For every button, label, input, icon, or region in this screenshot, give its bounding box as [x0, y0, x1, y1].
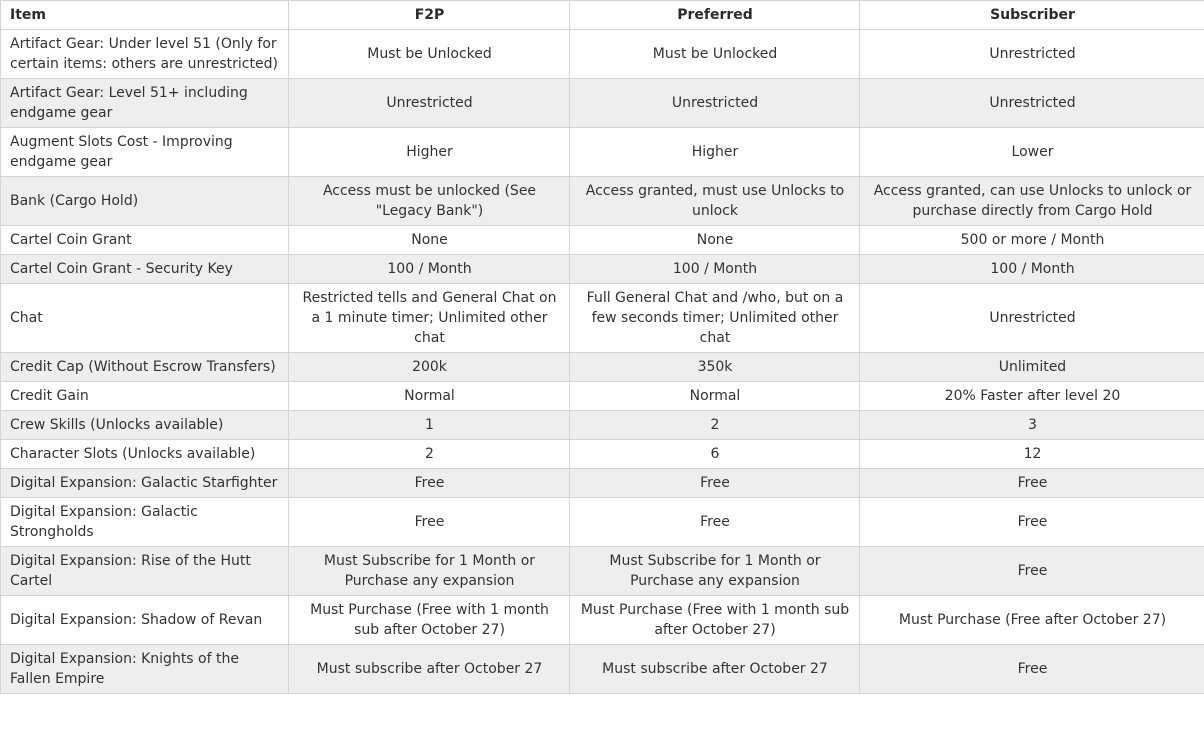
f2p-cell: Must subscribe after October 27 [289, 645, 570, 694]
subscriber-cell: 20% Faster after level 20 [860, 382, 1204, 411]
preferred-cell: 350k [570, 353, 860, 382]
f2p-cell: 1 [289, 411, 570, 440]
item-cell: Character Slots (Unlocks available) [1, 440, 289, 469]
item-cell: Cartel Coin Grant [1, 226, 289, 255]
column-header-preferred: Preferred [570, 1, 860, 30]
preferred-cell: 2 [570, 411, 860, 440]
table-row [1, 128, 1204, 177]
subscriber-cell: 12 [860, 440, 1204, 469]
preferred-cell: Access granted, must use Unlocks to unlock [570, 177, 860, 226]
preferred-cell: None [570, 226, 860, 255]
subscriber-cell: Free [860, 547, 1204, 596]
f2p-cell: Access must be unlocked (See "Legacy Bank") [289, 177, 570, 226]
item-cell: Digital Expansion: Galactic Starfighter [1, 469, 289, 498]
item-cell: Artifact Gear: Level 51+ including endgame gear [1, 79, 289, 128]
table-row [1, 353, 1204, 382]
table-row [1, 440, 1204, 469]
subscriber-cell: Free [860, 645, 1204, 694]
preferred-cell: Normal [570, 382, 860, 411]
column-header-subscriber: Subscriber [860, 1, 1204, 30]
table-row [1, 469, 1204, 498]
table-row [1, 226, 1204, 255]
table-row [1, 547, 1204, 596]
f2p-cell: None [289, 226, 570, 255]
subscriber-cell: 3 [860, 411, 1204, 440]
item-cell: Cartel Coin Grant - Security Key [1, 255, 289, 284]
table-row [1, 255, 1204, 284]
item-cell: Artifact Gear: Under level 51 (Only for certain items: others are unrestricted) [1, 30, 289, 79]
f2p-cell: Free [289, 469, 570, 498]
item-cell: Credit Cap (Without Escrow Transfers) [1, 353, 289, 382]
preferred-cell: Free [570, 498, 860, 547]
table-header-row [1, 1, 1204, 30]
f2p-cell: Must be Unlocked [289, 30, 570, 79]
item-cell: Augment Slots Cost - Improving endgame gear [1, 128, 289, 177]
item-cell: Digital Expansion: Knights of the Fallen Empire [1, 645, 289, 694]
item-cell: Chat [1, 284, 289, 353]
f2p-cell: Restricted tells and General Chat on a 1 minute timer; Unlimited other chat [289, 284, 570, 353]
f2p-cell: 200k [289, 353, 570, 382]
subscriber-cell: Access granted, can use Unlocks to unlock or purchase directly from Cargo Hold [860, 177, 1204, 226]
preferred-cell: Higher [570, 128, 860, 177]
table-row [1, 177, 1204, 226]
subscriber-cell: Free [860, 469, 1204, 498]
preferred-cell: Full General Chat and /who, but on a few seconds timer; Unlimited other chat [570, 284, 860, 353]
subscriber-cell: Unrestricted [860, 284, 1204, 353]
subscriber-cell: Unrestricted [860, 79, 1204, 128]
subscriber-cell: Unrestricted [860, 30, 1204, 79]
preferred-cell: Free [570, 469, 860, 498]
column-header-item: Item [1, 1, 289, 30]
subscriber-cell: Must Purchase (Free after October 27) [860, 596, 1204, 645]
f2p-cell: Normal [289, 382, 570, 411]
subscriber-cell: Lower [860, 128, 1204, 177]
f2p-cell: 2 [289, 440, 570, 469]
table-row [1, 411, 1204, 440]
subscriber-cell: 500 or more / Month [860, 226, 1204, 255]
preferred-cell: Must be Unlocked [570, 30, 860, 79]
item-cell: Credit Gain [1, 382, 289, 411]
table-row [1, 498, 1204, 547]
table-row [1, 382, 1204, 411]
preferred-cell: Must subscribe after October 27 [570, 645, 860, 694]
table-row [1, 79, 1204, 128]
item-cell: Digital Expansion: Rise of the Hutt Cartel [1, 547, 289, 596]
f2p-cell: Higher [289, 128, 570, 177]
table-row [1, 30, 1204, 79]
preferred-cell: 100 / Month [570, 255, 860, 284]
f2p-cell: 100 / Month [289, 255, 570, 284]
item-cell: Digital Expansion: Galactic Strongholds [1, 498, 289, 547]
subscriber-cell: Free [860, 498, 1204, 547]
table-row [1, 284, 1204, 353]
f2p-cell: Must Subscribe for 1 Month or Purchase any expansion [289, 547, 570, 596]
f2p-cell: Must Purchase (Free with 1 month sub after October 27) [289, 596, 570, 645]
preferred-cell: Must Subscribe for 1 Month or Purchase any expansion [570, 547, 860, 596]
f2p-cell: Unrestricted [289, 79, 570, 128]
item-cell: Digital Expansion: Shadow of Revan [1, 596, 289, 645]
item-cell: Bank (Cargo Hold) [1, 177, 289, 226]
f2p-cell: Free [289, 498, 570, 547]
subscriber-cell: Unlimited [860, 353, 1204, 382]
preferred-cell: Must Purchase (Free with 1 month sub after October 27) [570, 596, 860, 645]
table-row [1, 645, 1204, 694]
preferred-cell: 6 [570, 440, 860, 469]
item-cell: Crew Skills (Unlocks available) [1, 411, 289, 440]
subscriber-cell: 100 / Month [860, 255, 1204, 284]
preferred-cell: Unrestricted [570, 79, 860, 128]
table-row [1, 596, 1204, 645]
column-header-f2p: F2P [289, 1, 570, 30]
